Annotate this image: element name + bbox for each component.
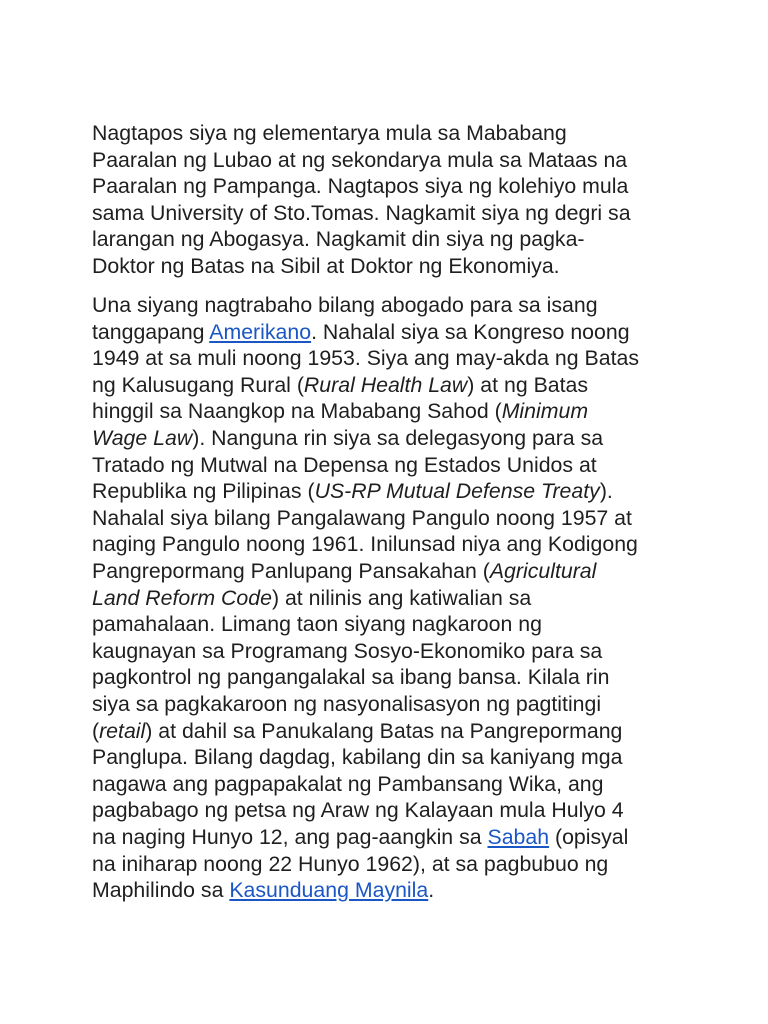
italic-term: Rural Health Law — [303, 372, 468, 397]
text-segment: ) at nilinis ang katiwalian sa — [271, 585, 532, 610]
text-segment: ng Kalusugang Rural ( — [92, 372, 304, 397]
text-line — [92, 877, 692, 904]
text-segment: ( — [92, 718, 100, 743]
text-line: nagawa ang pagpapakalat ng Pambansang Wika, ang — [92, 771, 604, 796]
italic-term: Minimum — [501, 399, 589, 424]
text-line — [92, 319, 692, 346]
text-line — [92, 425, 692, 452]
text-line — [92, 398, 692, 425]
text-segment: ) at dahil sa Panukalang Batas na Pangrepormang — [145, 718, 623, 743]
text-segment: tanggapang — [92, 319, 210, 344]
text-line: Una siyang nagtrabaho bilang abogado para sa isang — [92, 293, 598, 318]
text-line: pagbabago ng petsa ng Araw ng Kalayaan mula Hulyo 4 — [92, 798, 624, 823]
text-line: siya sa pagkakaroon ng nasyonalisasyon ng pagtitingi — [92, 691, 602, 716]
text-line: naging Pangulo noong 1961. Inilunsad niya ang Kodigong — [92, 532, 638, 557]
link-kasunduang-maynila[interactable]: Kasunduang Maynila — [229, 878, 429, 903]
italic-term: retail — [99, 718, 146, 743]
italic-term: Land Reform Code — [92, 585, 272, 610]
text-segment: ). Nanguna rin siya sa delegasyong para sa — [192, 426, 604, 451]
italic-term: Wage Law — [92, 426, 193, 451]
text-line — [92, 372, 692, 399]
text-line: Nagtapos siya ng elementarya mula sa Mababang — [92, 121, 567, 145]
document-page — [92, 120, 692, 904]
text-segment: Pangrepormang Panlupang Pansakahan ( — [92, 559, 490, 583]
text-segment: ). — [599, 479, 613, 504]
text-line — [92, 558, 692, 585]
text-line: Tratado ng Mutwal na Depensa ng Estados Unidos at — [92, 452, 597, 477]
text-line: pamahalaan. Limang taon siyang nagkaroon ng — [92, 612, 542, 637]
text-segment: hinggil sa Naangkop na Mababang Sahod ( — [92, 399, 502, 424]
text-line — [92, 585, 692, 612]
text-line — [92, 478, 692, 505]
text-segment: . Nahalal siya sa Kongreso noong — [311, 319, 630, 344]
text-line: Panglupa. Bilang dagdag, kabilang din sa kaniyang mga — [92, 745, 623, 770]
text-line: Nahalal siya bilang Pangalawang Pangulo noong 1957 at — [92, 505, 632, 530]
text-line — [92, 718, 692, 745]
text-segment: Maphilindo sa — [92, 878, 230, 903]
link-sabah[interactable]: Sabah — [487, 824, 550, 849]
italic-term: Agricultural — [489, 559, 597, 583]
text-segment: na naging Hunyo 12, ang pag-aangkin sa — [92, 824, 488, 849]
text-line — [92, 824, 692, 851]
text-line: kaugnayan sa Programang Sosyo-Ekonomiko para sa — [92, 638, 603, 663]
text-line: Doktor ng Batas na Sibil at Doktor ng Ekonomiya. — [92, 253, 560, 278]
link-amerikano[interactable]: Amerikano — [209, 319, 312, 344]
text-line: 1949 at sa muli noong 1953. Siya ang may-akda ng Batas — [92, 346, 639, 371]
text-line: Paaralan ng Pampanga. Nagtapos siya ng kolehiyo mula — [92, 174, 629, 199]
text-segment: (opisyal — [549, 824, 629, 849]
paragraph-education — [92, 120, 692, 280]
paragraph-career — [92, 292, 692, 904]
text-line: Paaralan ng Lubao at ng sekondarya mula sa Mataas na — [92, 147, 628, 172]
text-line: pagkontrol ng pangangalakal sa ibang bansa. Kilala rin — [92, 665, 610, 690]
text-segment: ) at ng Batas — [467, 372, 589, 397]
text-line: sama University of Sto.Tomas. Nagkamit siya ng degri sa — [92, 200, 631, 225]
text-segment: . — [428, 878, 435, 903]
italic-term: US-RP Mutual Defense Treaty — [314, 479, 600, 504]
text-line: na iniharap noong 22 Hunyo 1962), at sa pagbubuo ng — [92, 851, 609, 876]
text-line: larangan ng Abogasya. Nagkamit din siya ng pagka- — [92, 227, 585, 252]
text-segment: Republika ng Pilipinas ( — [92, 479, 315, 504]
